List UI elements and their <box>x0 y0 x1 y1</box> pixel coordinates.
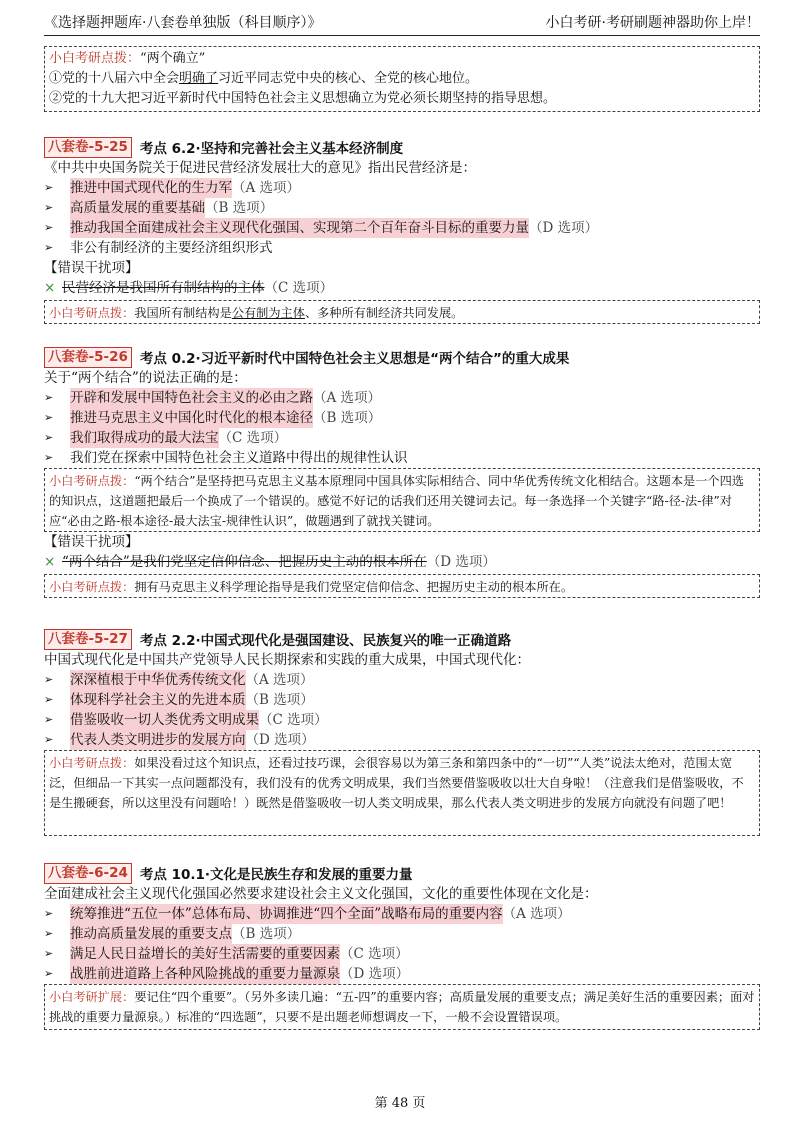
option-b: ➢ 高质量发展的重要基础 （B 选项） <box>44 200 274 216</box>
option-c: ➢ 我们取得成功的最大法宝 （C 选项） <box>44 430 288 446</box>
topic-title: 考点 6.2·坚持和完善社会主义基本经济制度 <box>139 141 404 157</box>
section-title <box>44 136 760 158</box>
option-a: ➢ 推进中国式现代化的生力军 （A 选项） <box>44 180 301 196</box>
option-a: ➢ 深深植根于中华优秀传统文化 （A 选项） <box>44 672 314 688</box>
arrow-icon: ➢ <box>44 693 54 706</box>
section-note: 小白考研点拨：“两个结合”是坚持把马克思主义基本原理同中国具体实际相结合、同中华优秀传统文化相结合。这题本是一个四选的知识点，这道题把最后一个换成了一个错误的。感觉不好记的话我们还用关键词去记。每一条选择一个关键字“路-径-法-律”对应“必由之路-根本途径-最大法宝-规律性认识”，做题遇到了就找关键词。 <box>44 468 760 532</box>
wrong-option: × 民营经济是我国所有制结构的主体 （C 选项） <box>44 280 334 296</box>
section-title <box>44 346 760 368</box>
option-d: ➢ 战胜前进道路上各种风险挑战的重要力量源泉 （D 选项） <box>44 966 410 982</box>
section-note: 小白考研扩展：要记住“四个重要”。（另外多读几遍：“五-四”的重要内容；高质量发展的重要支点；满足美好生活的重要因素；面对挑战的重要力量源泉。）标准的“四选题”，只要不是出题老师想调皮一下，一般不会设置错误项。 <box>44 984 760 1030</box>
arrow-icon: ➢ <box>44 391 54 404</box>
wrong-title: 【错误干扰项】 <box>44 534 139 550</box>
section-title <box>44 628 760 650</box>
option-c: ➢ 借鉴吸收一切人类优秀文明成果 （C 选项） <box>44 712 328 728</box>
question-text: 全面建成社会主义现代化强国必然要求建设社会主义文化强国，文化的重要性体现在文化是： <box>44 886 598 902</box>
page-header <box>44 10 760 36</box>
top-note <box>44 46 760 112</box>
question-tag: 八套卷-6-24 <box>44 863 132 884</box>
note-line1-a: ①党的十八届六中全会 <box>49 71 180 86</box>
section-5-27 <box>44 628 760 836</box>
option-a: ➢ 开辟和发展中国特色社会主义的必由之路 （A 选项） <box>44 390 382 406</box>
note-line1-c: 习近平同志党中央的核心、全党的核心地位。 <box>218 71 479 86</box>
question-text: 中国式现代化是中国共产党领导人民长期探索和实践的重大成果，中国式现代化： <box>44 652 530 668</box>
section-5-25 <box>44 136 760 324</box>
section-note-2: 小白考研点拨：拥有马克思主义科学理论指导是我们党坚定信仰信念、把握历史主动的根本所在。 <box>44 574 760 598</box>
cross-icon: × <box>44 554 56 570</box>
topic-title: 考点 10.1·文化是民族生存和发展的重要力量 <box>139 867 413 883</box>
header-left: 《选择题押题库·八套卷单独版（科目顺序）》 <box>44 15 322 31</box>
arrow-icon: ➢ <box>44 907 54 920</box>
arrow-icon: ➢ <box>44 673 54 686</box>
wrong-title: 【错误干扰项】 <box>44 260 139 276</box>
option-extra: ➢ 我们党在探索中国特色社会主义道路中得出的规律性认识 <box>44 450 408 466</box>
option-a: ➢ 统筹推进“五位一体”总体布局、协调推进“四个全面”战略布局的重要内容 （A 选项） <box>44 906 571 922</box>
question-text: 关于“两个结合”的说法正确的是： <box>44 370 247 386</box>
page-number: 第 48 页 <box>374 1096 426 1111</box>
arrow-icon: ➢ <box>44 967 54 980</box>
topic-title: 考点 0.2·习近平新时代中国特色社会主义思想是“两个结合”的重大成果 <box>139 351 570 367</box>
option-d: ➢ 推动我国全面建成社会主义现代化强国、实现第二个百年奋斗目标的重要力量 （D 选项） <box>44 220 599 236</box>
arrow-icon: ➢ <box>44 241 54 254</box>
section-5-26 <box>44 346 760 598</box>
option-c: ➢ 满足人民日益增长的美好生活需要的重要因素 （C 选项） <box>44 946 409 962</box>
wrong-option: × “两个结合”是我们党坚定信仰信念、把握历史主动的根本所在 （D 选项） <box>44 554 496 570</box>
question-tag: 八套卷-5-25 <box>44 137 132 158</box>
section-note: 小白考研点拨：我国所有制结构是公有制为主体、多种所有制经济共同发展。 <box>44 300 760 324</box>
arrow-icon: ➢ <box>44 713 54 726</box>
topic-title: 考点 2.2·中国式现代化是强国建设、民族复兴的唯一正确道路 <box>139 633 512 649</box>
arrow-icon: ➢ <box>44 947 54 960</box>
note-line2: ②党的十九大把习近平新时代中国特色社会主义思想确立为党必须长期坚持的指导思想。 <box>49 91 557 106</box>
arrow-icon: ➢ <box>44 411 54 424</box>
header-right: 小白考研·考研刷题神器助你上岸！ <box>545 15 760 31</box>
option-extra: ➢ 非公有制经济的主要经济组织形式 <box>44 240 273 256</box>
option-b: ➢ 推动高质量发展的重要支点 （B 选项） <box>44 926 301 942</box>
section-title <box>44 862 760 884</box>
question-tag: 八套卷-5-27 <box>44 629 132 650</box>
arrow-icon: ➢ <box>44 181 54 194</box>
question-text: 《中共中央国务院关于促进民营经济发展壮大的意见》指出民营经济是： <box>44 160 476 176</box>
option-d: ➢ 代表人类文明进步的发展方向 （D 选项） <box>44 732 315 748</box>
section-note: 小白考研点拨：如果没看过这个知识点，还看过技巧课，会很容易以为第三条和第四条中的“一切”“人类”说法太绝对，范围太宽泛，但细品一下其实一点问题都没有，我们没有的优秀文明成果，我们当然要借鉴吸收以壮大自身啦！（注意我们是借鉴吸收，不是生搬硬套，所以这里没有问题哈！）既然是借鉴吸收一切人类文明成果，那么代表人类文明进步的发展方向就没有问题了吧！ <box>44 750 760 836</box>
arrow-icon: ➢ <box>44 451 54 464</box>
arrow-icon: ➢ <box>44 221 54 234</box>
question-tag: 八套卷-5-26 <box>44 347 132 368</box>
cross-icon: × <box>44 280 56 296</box>
note-label: 小白考研点拨： <box>49 51 141 66</box>
section-6-24 <box>44 862 760 1030</box>
note-line1-b: 明确了 <box>179 71 219 86</box>
option-b: ➢ 推进马克思主义中国化时代化的根本途径 （B 选项） <box>44 410 382 426</box>
arrow-icon: ➢ <box>44 431 54 444</box>
note-title: “两个确立” <box>140 51 206 66</box>
arrow-icon: ➢ <box>44 927 54 940</box>
option-b: ➢ 体现科学社会主义的先进本质 （B 选项） <box>44 692 314 708</box>
arrow-icon: ➢ <box>44 201 54 214</box>
arrow-icon: ➢ <box>44 733 54 746</box>
